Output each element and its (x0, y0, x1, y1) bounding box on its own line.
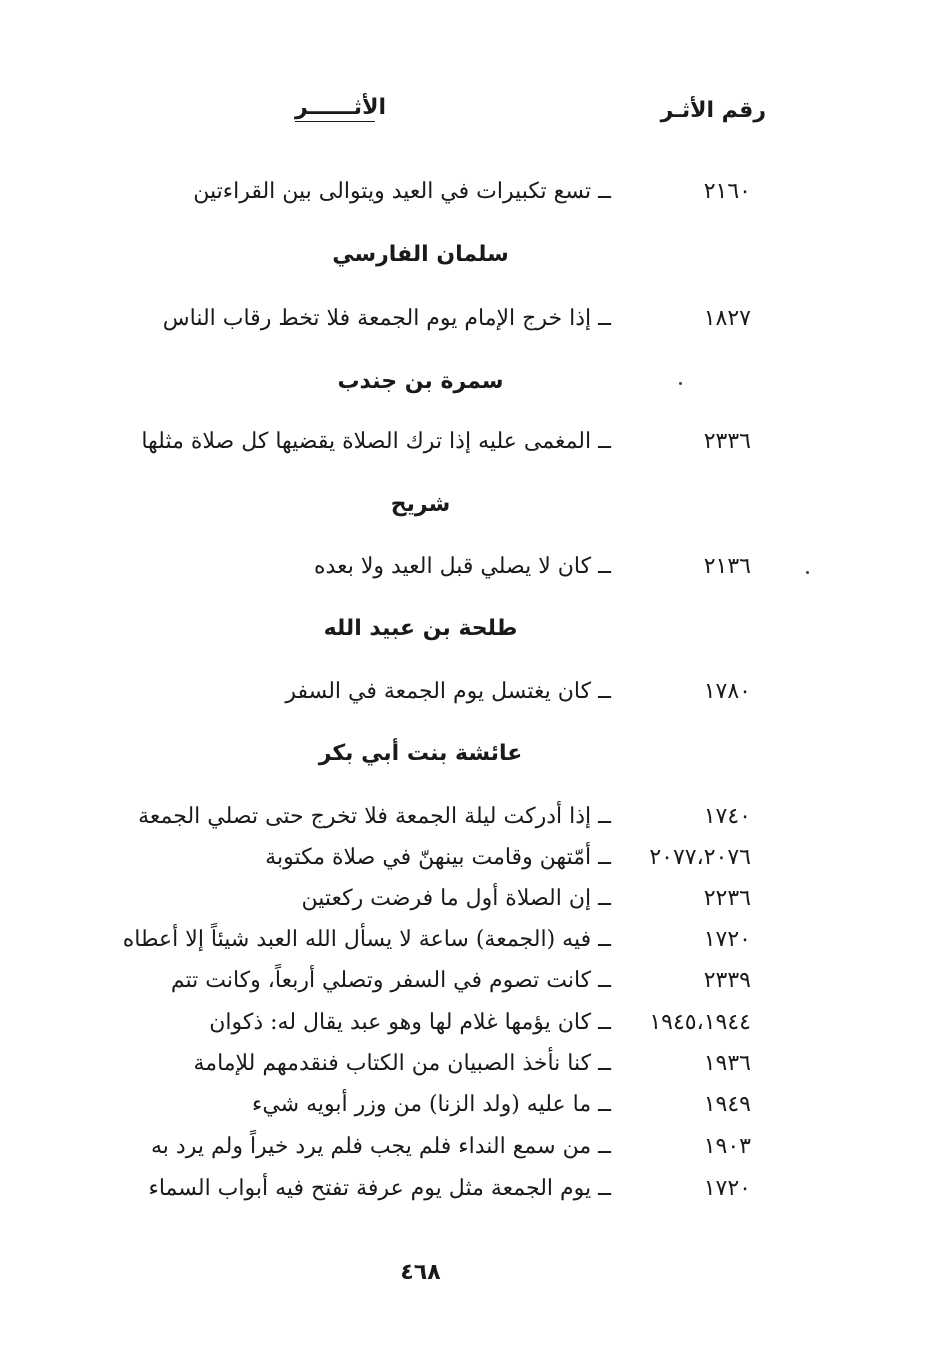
entry-number: ١٩٠٣ (703, 1134, 751, 1159)
entry-text: ــ يوم الجمعة مثل يوم عرفة تفتح فيه أبواب السماء (148, 1176, 611, 1201)
header-number-column: رقم الأثـر (660, 98, 766, 123)
header-text-column: الأثــــــر (295, 95, 386, 120)
entry-text: ــ من سمع النداء فلم يجب فلم يرد خيراً ولم يرد به (151, 1134, 611, 1159)
entry-number: ١٩٣٦ (703, 1051, 751, 1076)
entry-row (0, 841, 941, 875)
entry-text: ــ أمّتهن وقامت بينهنّ في صلاة مكتوبة (265, 845, 611, 870)
entry-text: ــ كنا نأخذ الصبيان من الكتاب فنقدمهم للإمامة (193, 1051, 611, 1076)
entry-row (0, 800, 941, 834)
entry-row (0, 882, 941, 916)
entry-text: ــ المغمى عليه إذا ترك الصلاة يقضيها كل صلاة مثلها (141, 429, 611, 454)
entry-row (0, 675, 941, 709)
entry-text: ــ كان يؤمها غلام لها وهو عبد يقال له: ذكوان (209, 1010, 611, 1035)
scan-speck (679, 382, 682, 385)
entry-row (0, 923, 941, 957)
entry-row (0, 1006, 941, 1040)
entry-number: ٢١٦٠ (703, 179, 751, 204)
entry-text: ــ إذا أدركت ليلة الجمعة فلا تخرج حتى تصلي الجمعة (138, 804, 611, 829)
entry-row (0, 1047, 941, 1081)
entry-row (0, 550, 941, 584)
entry-row (0, 175, 941, 209)
entry-row (0, 302, 941, 336)
entry-text: ــ كان يغتسل يوم الجمعة في السفر (285, 679, 611, 704)
section-heading: شريح (390, 492, 451, 517)
entry-number: ٢١٣٦ (703, 554, 751, 579)
entry-number: ١٧٢٠ (703, 927, 751, 952)
entry-row (0, 1130, 941, 1164)
entry-text: ــ فيه (الجمعة) ساعة لا يسأل الله العبد شيئاً إلا أعطاه (122, 927, 611, 952)
entry-row (0, 1172, 941, 1206)
entry-number: ١٩٤٩ (703, 1092, 751, 1117)
entry-row (0, 1088, 941, 1122)
entry-text: ــ تسع تكبيرات في العيد ويتوالى بين القراءتين (193, 179, 611, 204)
entry-number: ٢٣٣٦ (703, 429, 751, 454)
entry-text: ــ إن الصلاة أول ما فرضت ركعتين (301, 886, 611, 911)
entry-text: ــ كان لا يصلي قبل العيد ولا بعده (314, 554, 611, 579)
entry-text: ــ ما عليه (ولد الزنا) من وزر أبويه شيء (251, 1092, 611, 1117)
entry-number: ١٧٢٠ (703, 1176, 751, 1201)
section-heading: سمرة بن جندب (337, 369, 504, 394)
entry-text: ــ كانت تصوم في السفر وتصلي أربعاً، وكانت تتم (170, 968, 611, 993)
entry-number: ١٧٨٠ (703, 679, 751, 704)
entry-number: ٢٠٧٧،٢٠٧٦ (649, 845, 751, 870)
entry-number: ١٧٤٠ (703, 804, 751, 829)
entry-number: ٢٣٣٩ (703, 968, 751, 993)
scan-speck (806, 571, 809, 574)
header-underline (295, 121, 375, 122)
page-number: ٤٦٨ (400, 1260, 441, 1285)
entry-number: ٢٢٣٦ (703, 886, 751, 911)
section-heading: سلمان الفارسي (332, 242, 509, 267)
entry-number: ١٨٢٧ (703, 306, 751, 331)
entry-row (0, 425, 941, 459)
entry-number: ١٩٤٥،١٩٤٤ (649, 1010, 751, 1035)
section-heading: عائشة بنت أبي بكر (318, 741, 523, 766)
section-heading: طلحة بن عبيد الله (323, 616, 518, 641)
entry-row (0, 964, 941, 998)
entry-text: ــ إذا خرج الإمام يوم الجمعة فلا تخط رقاب الناس (162, 306, 611, 331)
